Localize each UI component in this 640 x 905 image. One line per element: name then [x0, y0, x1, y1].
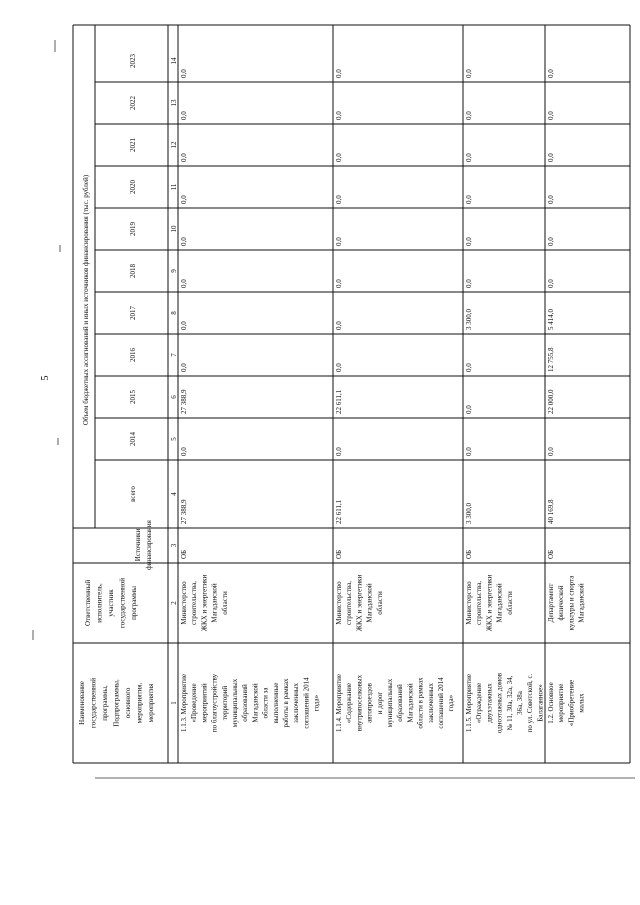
row-3-value-3: 12 755,8: [547, 347, 555, 372]
row-3-value-7: 0,0: [547, 195, 555, 204]
row-0-name-line: мероприятий: [200, 683, 209, 723]
row-0-name-line: выполненные: [271, 682, 280, 724]
header-name-line: государственной: [89, 678, 98, 728]
row-3-name-line: 1.2. Основное: [547, 682, 555, 724]
year-header-2: 2015: [129, 390, 137, 404]
row-3-value-5: 0,0: [547, 279, 555, 288]
col-number-8: 8: [170, 311, 178, 315]
row-2-value-3: 0,0: [465, 363, 473, 372]
year-header-10: 2023: [129, 54, 137, 68]
header-resp-line: исполнитель,: [95, 583, 104, 623]
col-number-2: 2: [170, 601, 178, 605]
row-1-value-2: 22 611,1: [335, 389, 343, 414]
row-3-resp-line: Департамент: [547, 583, 555, 623]
row-3-value-2: 22 000,0: [547, 389, 555, 414]
col-number-4: 4: [170, 492, 178, 496]
row-1-resp-line: области: [375, 591, 384, 615]
year-header-0: всего: [129, 486, 137, 502]
row-1-value-9: 0,0: [335, 111, 343, 120]
row-2-value-5: 0,0: [465, 279, 473, 288]
header-name-line: Подпрограммы,: [112, 679, 121, 727]
row-2-value-10: 0,0: [465, 69, 473, 78]
col-number-11: 11: [170, 183, 178, 191]
row-1-value-4: 0,0: [335, 321, 343, 330]
header-name-line: программы,: [101, 685, 109, 721]
row-0-value-6: 0,0: [180, 237, 188, 246]
year-header-1: 2014: [129, 432, 137, 446]
row-2-name-line: № 11, 30а, 32а, 34,: [505, 675, 514, 731]
row-3-name-line: мероприятие: [557, 683, 566, 723]
col-number-6: 6: [170, 395, 178, 399]
year-header-5: 2018: [129, 264, 137, 278]
col-number-10: 10: [170, 225, 178, 233]
header-resp-line: государственной: [118, 578, 127, 628]
row-1-value-3: 0,0: [335, 363, 343, 372]
funding-title: Объем бюджетных ассигнований и иных источников финансирования (тыс. рублей): [82, 174, 90, 426]
table-text: [78, 54, 586, 734]
row-1-value-10: 0,0: [335, 69, 343, 78]
row-0-value-4: 0,0: [180, 321, 188, 330]
row-1-name-line: автопроездов: [365, 683, 374, 723]
row-1-name-line: соглашений 2014: [437, 677, 445, 729]
row-2-resp-line: Магаданской: [495, 583, 504, 623]
row-0-value-7: 0,0: [180, 195, 188, 204]
row-0-value-2: 27 388,9: [180, 389, 188, 414]
row-2-resp-line: Министерство: [465, 581, 473, 625]
row-2-value-4: 3 300,0: [465, 309, 473, 330]
row-3-value-1: 0,0: [547, 447, 555, 456]
row-0-name-line: муниципальных: [231, 678, 239, 728]
row-0-value-3: 0,0: [180, 363, 188, 372]
col-number-1: 1: [170, 701, 178, 705]
row-1-resp-line: Магаданской: [365, 583, 374, 623]
row-3-value-6: 0,0: [547, 237, 555, 246]
header-name-line: мероприятия: [147, 683, 155, 723]
row-1-name-line: Магаданской: [406, 683, 415, 723]
row-1-name-line: заключенных: [426, 682, 435, 724]
row-1-name-line: и дорог: [375, 691, 384, 715]
row-1-name-line: внутрипоселковых: [355, 674, 364, 732]
year-header-4: 2017: [129, 306, 137, 320]
col-number-7: 7: [170, 353, 178, 357]
year-header-8: 2021: [129, 138, 137, 152]
col-number-5: 5: [170, 437, 178, 441]
row-3-value-4: 5 414,0: [547, 309, 555, 330]
row-0-value-5: 0,0: [180, 279, 188, 288]
row-1-name-line: года»: [447, 694, 456, 712]
row-0-name-line: «Проведение: [190, 683, 199, 723]
header-source-line: Источники: [134, 528, 142, 562]
row-2-value-0: 3 300,0: [465, 503, 473, 524]
col-number-9: 9: [170, 269, 178, 273]
row-1-value-5: 0,0: [335, 279, 343, 288]
row-1-name-line: «Содержание: [345, 682, 354, 724]
row-2-name-line: 36а, 38а: [516, 691, 524, 715]
row-1-name-line: области в рамках: [416, 677, 425, 729]
row-2-name-line: по ул. Советской, с.: [526, 673, 535, 733]
row-3-name-line: «Приобретение: [567, 679, 576, 727]
row-1-name-line: 1.1.4. Мероприятие: [335, 674, 343, 732]
row-3-value-0: 40 169,8: [547, 499, 555, 524]
header-resp-line: участник: [107, 589, 115, 617]
row-2-source: ОБ: [465, 549, 473, 559]
col-number-13: 13: [170, 99, 178, 107]
row-2-resp-line: ЖКХ и энергетики: [485, 574, 494, 632]
header-source-line: финансирования: [145, 520, 153, 570]
row-0-name-line: области за: [261, 687, 270, 719]
row-0-source: ОБ: [180, 549, 188, 559]
row-0-name-line: заключенных: [292, 682, 301, 724]
row-2-name-line: одноэтажных домов: [495, 672, 504, 734]
row-1-resp-line: Министерство: [335, 581, 343, 625]
row-0-value-8: 0,0: [180, 153, 188, 162]
row-2-resp-line: области: [505, 591, 514, 615]
row-2-name-line: «Ограждение: [475, 682, 484, 724]
row-2-name-line: Балаганное»: [536, 684, 545, 722]
row-3-resp-line: культуры и спорта: [567, 575, 576, 631]
row-1-name-line: образований: [396, 684, 405, 722]
row-0-name-line: 1.1.3. Мероприятие: [180, 674, 188, 732]
row-3-name-line: малых: [577, 693, 586, 713]
row-0-resp-line: строительства,: [190, 580, 199, 626]
row-1-value-0: 22 611,1: [335, 499, 343, 524]
page-number: 5: [40, 375, 51, 381]
row-2-value-9: 0,0: [465, 111, 473, 120]
row-0-value-0: 27 388,9: [180, 499, 188, 524]
row-0-name-line: по благоустройству: [210, 673, 219, 733]
row-0-value-9: 0,0: [180, 111, 188, 120]
row-0-value-10: 0,0: [180, 69, 188, 78]
row-1-source: ОБ: [335, 549, 343, 559]
row-3-resp-line: физической: [557, 585, 566, 621]
row-2-value-6: 0,0: [465, 237, 473, 246]
header-name-line: мероприятия,: [135, 682, 144, 724]
col-number-3: 3: [170, 543, 178, 548]
row-0-resp-line: Магаданской: [210, 583, 219, 623]
row-1-value-6: 0,0: [335, 237, 343, 246]
header-resp-line: Ответственный: [84, 579, 92, 627]
row-1-value-8: 0,0: [335, 153, 343, 162]
row-0-resp-line: Министерство: [180, 581, 188, 625]
row-2-name-line: 1.1.5. Мероприятие: [465, 674, 473, 732]
row-0-value-1: 0,0: [180, 447, 188, 456]
row-2-name-line: двухэтажных: [485, 683, 494, 723]
year-header-7: 2020: [129, 180, 137, 194]
row-0-name-line: года»: [312, 694, 321, 712]
year-header-9: 2022: [129, 96, 137, 110]
year-header-6: 2019: [129, 222, 137, 236]
row-3-resp-line: Магаданской: [577, 583, 586, 623]
row-3-value-8: 0,0: [547, 153, 555, 162]
row-0-name-line: территорий: [220, 685, 229, 721]
row-2-value-1: 0,0: [465, 447, 473, 456]
col-number-12: 12: [170, 141, 178, 149]
row-0-resp-line: области: [220, 591, 229, 615]
row-0-name-line: Магаданской: [251, 683, 260, 723]
header-resp-line: программы: [130, 586, 138, 620]
row-1-name-line: муниципальных: [386, 678, 394, 728]
col-number-14: 14: [170, 57, 178, 65]
row-2-resp-line: строительства,: [475, 580, 484, 626]
row-0-name-line: соглашений 2014: [302, 677, 311, 729]
row-0-resp-line: ЖКХ и энергетики: [200, 574, 209, 632]
row-0-name-line: образований: [241, 684, 250, 722]
row-2-value-8: 0,0: [465, 153, 473, 162]
row-3-value-9: 0,0: [547, 111, 555, 120]
row-2-value-2: 0,0: [465, 405, 473, 414]
year-header-3: 2016: [129, 348, 137, 362]
row-1-value-1: 0,0: [335, 447, 343, 456]
header-name-line: Наименование: [78, 681, 86, 725]
row-2-value-7: 0,0: [465, 195, 473, 204]
row-1-resp-line: ЖКХ и энергетики: [355, 574, 364, 632]
row-3-value-10: 0,0: [547, 69, 555, 78]
row-0-name-line: работы в рамках: [282, 678, 290, 728]
row-1-value-7: 0,0: [335, 195, 343, 204]
row-1-resp-line: строительства,: [345, 580, 354, 626]
row-3-source: ОБ: [547, 549, 555, 559]
header-name-line: основного: [124, 687, 132, 719]
